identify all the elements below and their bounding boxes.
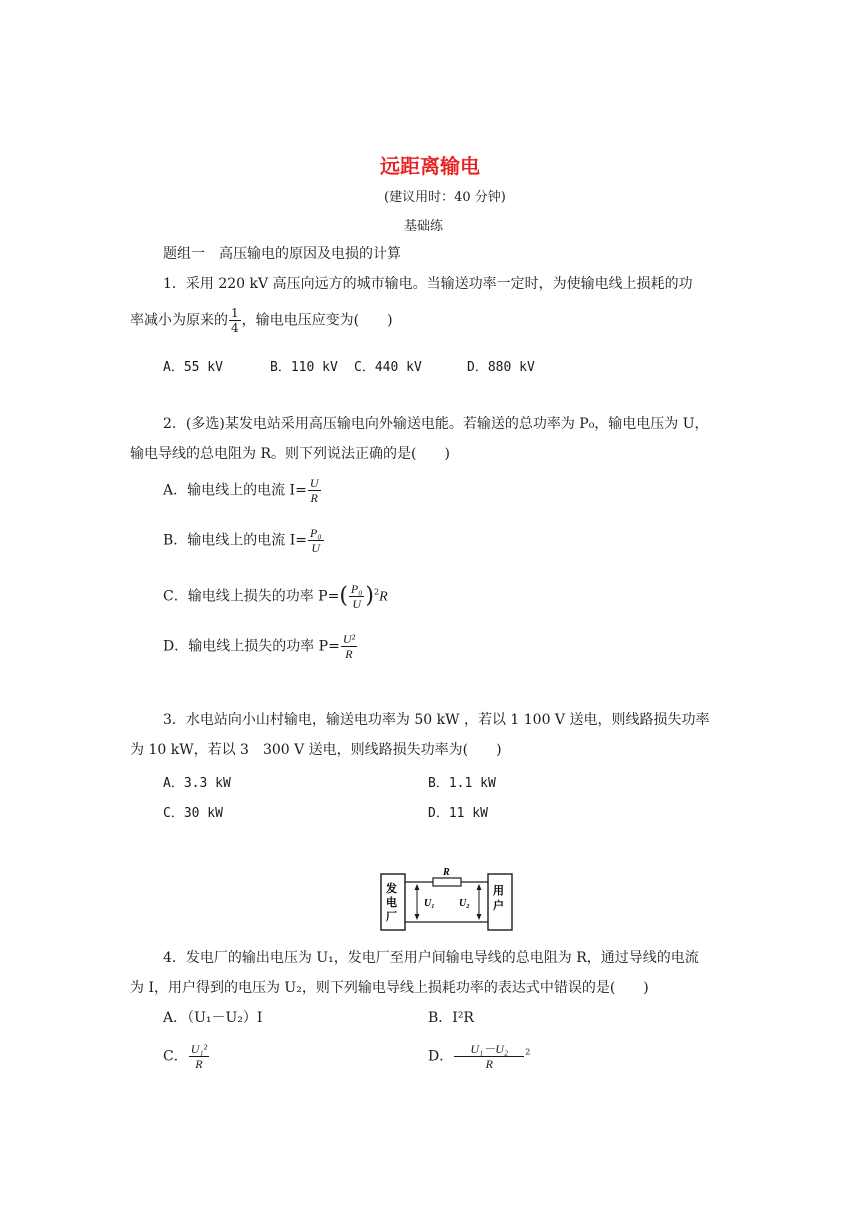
user-char-1: 用 bbox=[493, 884, 504, 897]
q3-option-d[interactable]: D．11 kW bbox=[428, 806, 488, 821]
q2-option-d[interactable]: D．输电线上损失的功率 P= $\frac{\text{U²}}{R}$ bbox=[163, 632, 356, 661]
plant-char-3: 厂 bbox=[386, 910, 397, 923]
u1-label: U₁ bbox=[424, 898, 435, 909]
q4-option-c[interactable]: C． $\frac{\text{U₁²}}{R}$ bbox=[163, 1042, 208, 1071]
time-hint: (建议用时：40 分钟) bbox=[384, 190, 506, 205]
q4-option-d[interactable]: D． $\frac{\text{U₁－U₂}}{R}$ $^2$ bbox=[428, 1042, 531, 1071]
q3-option-b[interactable]: B．1.1 kW bbox=[428, 776, 496, 791]
plant-char-1: 发 bbox=[386, 882, 397, 895]
q4-option-a[interactable]: A．（U₁－U₂）I bbox=[163, 1010, 263, 1026]
q1-line2: 率减小为原来的 $\frac{1}{4}$ ，输电电压应变为( ) bbox=[130, 306, 393, 335]
group-heading: 题组一 高压输电的原因及电损的计算 bbox=[163, 246, 401, 262]
section-label: 基础练 bbox=[404, 219, 444, 234]
q1-option-c[interactable]: C．440 kV bbox=[354, 360, 422, 375]
q2-line2: 输电导线的总电阻为 R。则下列说法正确的是( ) bbox=[130, 446, 450, 462]
q3-line1: 3．水电站向小山村输电，输送电功率为 50 kW ，若以 1 100 V 送电，则线路损失功率 bbox=[163, 712, 710, 728]
q4-line2: 为 I，用户得到的电压为 U₂，则下列输电导线上损耗功率的表达式中错误的是( ) bbox=[130, 980, 649, 996]
q1-option-b[interactable]: B．110 kV bbox=[270, 360, 338, 375]
circuit-diagram bbox=[375, 864, 530, 934]
q1-option-d[interactable]: D．880 kV bbox=[467, 360, 535, 375]
q3-option-c[interactable]: C．30 kW bbox=[163, 806, 223, 821]
resistor-symbol bbox=[433, 878, 461, 886]
user-char-2: 户 bbox=[493, 899, 504, 912]
q2-option-b[interactable]: B．输电线上的电流 I= $\frac{\text{P₀}}{U}$ bbox=[163, 526, 322, 555]
q4-line1: 4．发电厂的输出电压为 U₁，发电厂至用户间输电导线的总电阻为 R，通过导线的电流 bbox=[163, 950, 699, 966]
q2-option-c[interactable]: C．输电线上损失的功率 P=( $\frac{\text{P₀}}{U}$ )$^2$R bbox=[163, 582, 388, 611]
q1-option-a[interactable]: A．55 kV bbox=[163, 360, 223, 375]
q1-line1: 1．采用 220 kV 高压向远方的城市输电。当输送功率一定时，为使输电线上损耗的功 bbox=[163, 276, 693, 292]
q1-fraction: $\frac{1}{4}$ bbox=[231, 306, 239, 335]
q3-line2: 为 10 kW，若以 3 300 V 送电，则线路损失功率为( ) bbox=[130, 742, 502, 758]
resistor-label: R bbox=[443, 867, 450, 878]
plant-char-2: 电 bbox=[386, 896, 397, 909]
page-title: 远距离输电 bbox=[380, 154, 480, 178]
q2-option-a[interactable]: A．输电线上的电流 I= $\frac{U}{R}$ bbox=[163, 476, 319, 505]
q2-line1: 2．(多选)某发电站采用高压输电向外输送电能。若输送的总功率为 P₀，输电电压为 U， bbox=[163, 416, 709, 432]
q3-option-a[interactable]: A．3.3 kW bbox=[163, 776, 231, 791]
q4-option-b[interactable]: B．I²R bbox=[428, 1010, 474, 1026]
u2-label: U₂ bbox=[459, 898, 470, 909]
